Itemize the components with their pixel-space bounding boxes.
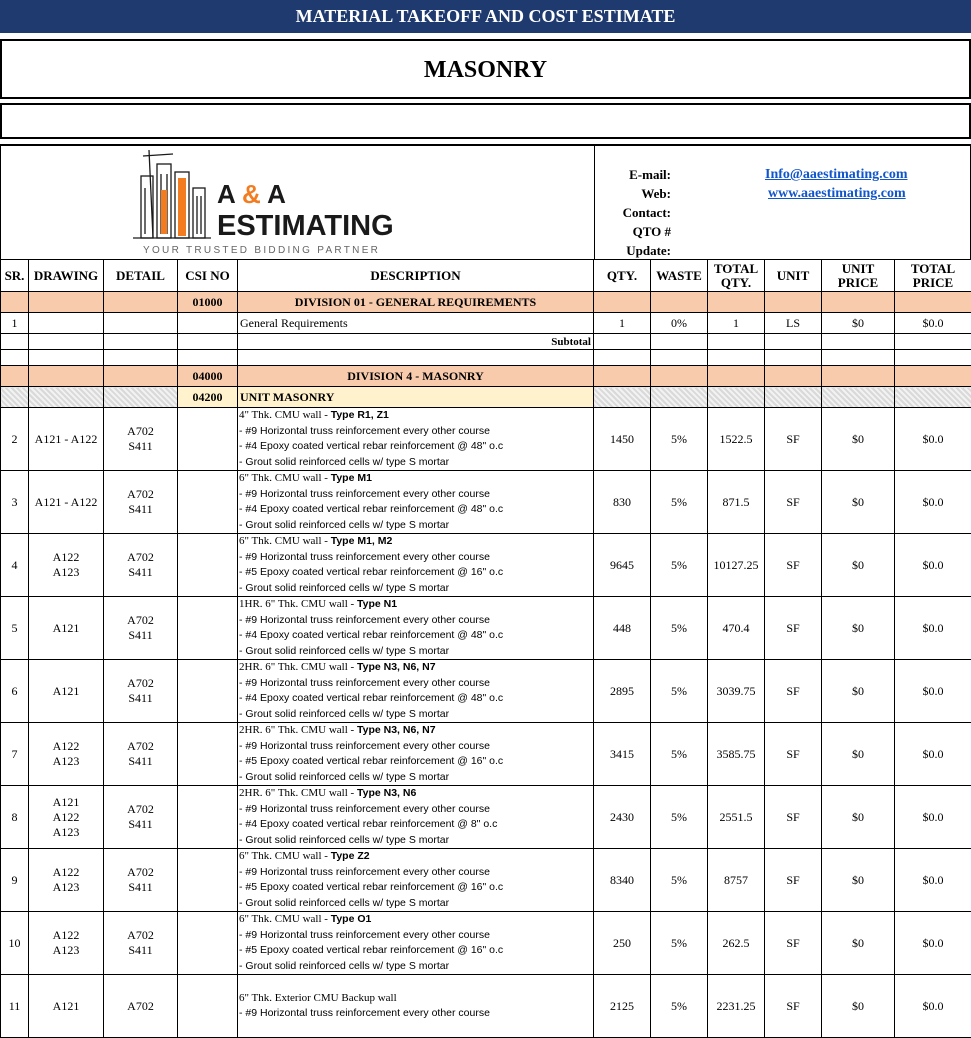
cell-unit-price: $0 bbox=[822, 723, 895, 786]
cell-drawing bbox=[29, 471, 104, 534]
cell-csi bbox=[178, 597, 238, 660]
cell-unit: SF bbox=[765, 975, 822, 1038]
cell-unit: SF bbox=[765, 723, 822, 786]
description-heading bbox=[239, 408, 591, 424]
detail-ref: S411 bbox=[106, 628, 175, 643]
cell-sr: 8 bbox=[1, 786, 29, 849]
description-heading bbox=[239, 534, 591, 550]
cell-qty: 830 bbox=[594, 471, 651, 534]
estimate-table bbox=[0, 259, 971, 1038]
description-line: - #4 Epoxy coated vertical rebar reinforcement @ 48" o.c bbox=[239, 691, 591, 707]
cell-detail bbox=[104, 975, 178, 1038]
description-line: - #4 Epoxy coated vertical rebar reinforcement @ 8" o.c bbox=[239, 817, 591, 833]
wall-type: Type M1 bbox=[331, 472, 372, 484]
cell-total-price: $0.0 bbox=[895, 723, 971, 786]
cell-unit: SF bbox=[765, 534, 822, 597]
wall-type: Type N3, N6, N7 bbox=[357, 724, 436, 736]
cell-detail bbox=[104, 786, 178, 849]
description-line: - Grout solid reinforced cells w/ type S mortar bbox=[239, 518, 591, 534]
description-text: 6" Thk. CMU wall - bbox=[239, 850, 331, 862]
blank-header-row bbox=[0, 103, 971, 139]
description-line: - Grout solid reinforced cells w/ type S mortar bbox=[239, 644, 591, 660]
table-row bbox=[1, 786, 971, 849]
subtotal-row bbox=[1, 334, 971, 350]
description-line: - Grout solid reinforced cells w/ type S mortar bbox=[239, 581, 591, 597]
cell-drawing bbox=[29, 786, 104, 849]
drawing-ref: A123 bbox=[31, 825, 101, 840]
cell-waste: 5% bbox=[651, 723, 708, 786]
cell-waste: 0% bbox=[651, 313, 708, 334]
detail-ref: A702 bbox=[106, 487, 175, 502]
detail-ref: A702 bbox=[106, 928, 175, 943]
cell-drawing bbox=[29, 723, 104, 786]
drawing-ref: A123 bbox=[31, 754, 101, 769]
col-unit-price: UNIT PRICE bbox=[822, 260, 895, 292]
description-line: - Grout solid reinforced cells w/ type S mortar bbox=[239, 770, 591, 786]
cell-description bbox=[238, 975, 594, 1038]
spacer-row bbox=[1, 350, 971, 366]
cell-qty: 3415 bbox=[594, 723, 651, 786]
cell-csi bbox=[178, 723, 238, 786]
division-title: DIVISION 01 - GENERAL REQUIREMENTS bbox=[238, 292, 594, 313]
cell-waste: 5% bbox=[651, 786, 708, 849]
cell-drawing bbox=[29, 975, 104, 1038]
cell-description bbox=[238, 660, 594, 723]
cell-drawing bbox=[29, 534, 104, 597]
detail-ref: S411 bbox=[106, 502, 175, 517]
cell-sr: 6 bbox=[1, 660, 29, 723]
cell-qty: 9645 bbox=[594, 534, 651, 597]
description-line: - #9 Horizontal truss reinforcement every other course bbox=[239, 487, 591, 503]
detail-ref: S411 bbox=[106, 691, 175, 706]
detail-ref: A702 bbox=[106, 802, 175, 817]
description-line: - #4 Epoxy coated vertical rebar reinforcement @ 48" o.c bbox=[239, 628, 591, 644]
description-heading bbox=[239, 786, 591, 802]
column-header-row bbox=[1, 260, 971, 292]
drawing-ref: A122 bbox=[31, 865, 101, 880]
col-sr: SR. bbox=[1, 260, 29, 292]
cell-unit: SF bbox=[765, 471, 822, 534]
cell-total-price: $0.0 bbox=[895, 313, 971, 334]
cell-csi bbox=[178, 786, 238, 849]
cell-total-price: $0.0 bbox=[895, 912, 971, 975]
description-heading bbox=[239, 660, 591, 676]
drawing-ref: A121 - A122 bbox=[31, 495, 101, 510]
section-title: UNIT MASONRY bbox=[238, 387, 594, 408]
wall-type: Type N1 bbox=[357, 598, 397, 610]
cell-detail bbox=[104, 723, 178, 786]
cell-qty: 448 bbox=[594, 597, 651, 660]
wall-type: Type N3, N6, N7 bbox=[357, 661, 436, 673]
description-text: 2HR. 6" Thk. CMU wall - bbox=[239, 724, 357, 736]
table-row bbox=[1, 912, 971, 975]
col-waste: WASTE bbox=[651, 260, 708, 292]
description-line: - #5 Epoxy coated vertical rebar reinforcement @ 16" o.c bbox=[239, 565, 591, 581]
detail-ref: S411 bbox=[106, 943, 175, 958]
cell-description: General Requirements bbox=[238, 313, 594, 334]
division-title: DIVISION 4 - MASONRY bbox=[238, 366, 594, 387]
cell-unit-price: $0 bbox=[822, 597, 895, 660]
drawing-ref: A122 bbox=[31, 739, 101, 754]
cell-total-qty: 2551.5 bbox=[708, 786, 765, 849]
cell-detail bbox=[104, 471, 178, 534]
wall-type: Type R1, Z1 bbox=[331, 409, 389, 421]
cell-total-qty: 262.5 bbox=[708, 912, 765, 975]
col-description: DESCRIPTION bbox=[238, 260, 594, 292]
qto-label: QTO # bbox=[595, 224, 671, 240]
unit-masonry-row bbox=[1, 387, 971, 408]
cell-drawing bbox=[29, 849, 104, 912]
sheet-banner: MATERIAL TAKEOFF AND COST ESTIMATE bbox=[0, 0, 971, 35]
cell-drawing bbox=[29, 660, 104, 723]
subtotal-label: Subtotal bbox=[238, 334, 594, 350]
cell-sr: 3 bbox=[1, 471, 29, 534]
description-line: - Grout solid reinforced cells w/ type S mortar bbox=[239, 959, 591, 975]
description-line: - Grout solid reinforced cells w/ type S mortar bbox=[239, 896, 591, 912]
description-line: - #9 Horizontal truss reinforcement every other course bbox=[239, 928, 591, 944]
description-line: - #9 Horizontal truss reinforcement every other course bbox=[239, 802, 591, 818]
wall-type: Type N3, N6 bbox=[357, 787, 416, 799]
web-link[interactable]: www.aaestimating.com bbox=[768, 186, 906, 202]
division-csi: 04000 bbox=[178, 366, 238, 387]
cell-total-qty: 8757 bbox=[708, 849, 765, 912]
cell-qty: 2125 bbox=[594, 975, 651, 1038]
description-text: 6" Thk. CMU wall - bbox=[239, 535, 331, 547]
wall-type: Type O1 bbox=[331, 913, 372, 925]
cell-unit: SF bbox=[765, 912, 822, 975]
description-text: 4" Thk. CMU wall - bbox=[239, 409, 331, 421]
cell-unit-price: $0 bbox=[822, 912, 895, 975]
drawing-ref: A122 bbox=[31, 810, 101, 825]
cell-sr: 5 bbox=[1, 597, 29, 660]
cell-total-price: $0.0 bbox=[895, 597, 971, 660]
cell-unit: SF bbox=[765, 597, 822, 660]
division-01-row bbox=[1, 292, 971, 313]
web-label: Web: bbox=[595, 186, 671, 202]
cell-detail bbox=[104, 912, 178, 975]
description-line: - #9 Horizontal truss reinforcement every other course bbox=[239, 865, 591, 881]
cell-total-qty: 3585.75 bbox=[708, 723, 765, 786]
drawing-ref: A121 bbox=[31, 999, 101, 1014]
cell-qty: 2895 bbox=[594, 660, 651, 723]
cell-total-price: $0.0 bbox=[895, 408, 971, 471]
cell-total-qty: 10127.25 bbox=[708, 534, 765, 597]
company-logo bbox=[1, 146, 595, 259]
description-text: 6" Thk. CMU wall - bbox=[239, 472, 331, 484]
description-line: - #9 Horizontal truss reinforcement every other course bbox=[239, 676, 591, 692]
cell-unit: SF bbox=[765, 660, 822, 723]
description-line: - #5 Epoxy coated vertical rebar reinforcement @ 16" o.c bbox=[239, 754, 591, 770]
table-row bbox=[1, 313, 971, 334]
cell-description bbox=[238, 471, 594, 534]
cell-sr: 4 bbox=[1, 534, 29, 597]
drawing-ref: A121 bbox=[31, 621, 101, 636]
cell-csi bbox=[178, 408, 238, 471]
cell-drawing bbox=[29, 912, 104, 975]
drawing-ref: A122 bbox=[31, 550, 101, 565]
cell-unit: SF bbox=[765, 786, 822, 849]
update-label: Update: bbox=[595, 243, 671, 259]
cell-csi bbox=[178, 975, 238, 1038]
description-heading bbox=[239, 912, 591, 928]
description-text: 1HR. 6" Thk. CMU wall - bbox=[239, 598, 357, 610]
description-line: - Grout solid reinforced cells w/ type S mortar bbox=[239, 455, 591, 471]
wall-type: Type Z2 bbox=[331, 850, 370, 862]
cell-qty: 8340 bbox=[594, 849, 651, 912]
detail-ref: S411 bbox=[106, 880, 175, 895]
drawing-ref: A121 bbox=[31, 684, 101, 699]
page-title: MASONRY bbox=[0, 39, 971, 99]
detail-ref: A702 bbox=[106, 865, 175, 880]
cell-description bbox=[238, 849, 594, 912]
cell-waste: 5% bbox=[651, 912, 708, 975]
col-total-price: TOTAL PRICE bbox=[895, 260, 971, 292]
cell-qty: 2430 bbox=[594, 786, 651, 849]
cell-unit: SF bbox=[765, 849, 822, 912]
cell-waste: 5% bbox=[651, 660, 708, 723]
description-line: - #9 Horizontal truss reinforcement every other course bbox=[239, 550, 591, 566]
cell-unit-price: $0 bbox=[822, 849, 895, 912]
description-line: - Grout solid reinforced cells w/ type S mortar bbox=[239, 707, 591, 723]
cell-total-price: $0.0 bbox=[895, 534, 971, 597]
col-qty: QTY. bbox=[594, 260, 651, 292]
cell-drawing bbox=[29, 408, 104, 471]
cell-unit: LS bbox=[765, 313, 822, 334]
cell-waste: 5% bbox=[651, 849, 708, 912]
drawing-ref: A123 bbox=[31, 565, 101, 580]
cell-sr: 10 bbox=[1, 912, 29, 975]
cell-detail bbox=[104, 408, 178, 471]
cell-csi bbox=[178, 660, 238, 723]
cell-total-price: $0.0 bbox=[895, 471, 971, 534]
description-line: - #4 Epoxy coated vertical rebar reinforcement @ 48" o.c bbox=[239, 439, 591, 455]
detail-ref: S411 bbox=[106, 439, 175, 454]
cell-unit-price: $0 bbox=[822, 660, 895, 723]
cell-waste: 5% bbox=[651, 597, 708, 660]
drawing-ref: A123 bbox=[31, 880, 101, 895]
cell-sr: 11 bbox=[1, 975, 29, 1038]
description-line: - #4 Epoxy coated vertical rebar reinforcement @ 48" o.c bbox=[239, 502, 591, 518]
svg-text:A & A: A & A bbox=[217, 179, 286, 209]
cell-detail bbox=[104, 597, 178, 660]
cell-total-qty: 470.4 bbox=[708, 597, 765, 660]
cell-detail bbox=[104, 660, 178, 723]
cell-qty: 1450 bbox=[594, 408, 651, 471]
col-total-qty: TOTAL QTY. bbox=[708, 260, 765, 292]
cell-description bbox=[238, 408, 594, 471]
cell-waste: 5% bbox=[651, 471, 708, 534]
detail-ref: S411 bbox=[106, 754, 175, 769]
description-heading bbox=[239, 723, 591, 739]
cell-qty: 250 bbox=[594, 912, 651, 975]
cell-waste: 5% bbox=[651, 408, 708, 471]
description-text: 2HR. 6" Thk. CMU wall - bbox=[239, 787, 357, 799]
detail-ref: A702 bbox=[106, 550, 175, 565]
cell-unit-price: $0 bbox=[822, 975, 895, 1038]
cell-sr: 9 bbox=[1, 849, 29, 912]
description-heading bbox=[239, 849, 591, 865]
cell-csi bbox=[178, 534, 238, 597]
building-logo-icon bbox=[131, 148, 431, 258]
table-row bbox=[1, 723, 971, 786]
email-label: E-mail: bbox=[595, 167, 671, 183]
table-row bbox=[1, 975, 971, 1038]
drawing-ref: A122 bbox=[31, 928, 101, 943]
division-csi: 01000 bbox=[178, 292, 238, 313]
detail-ref: A702 bbox=[106, 676, 175, 691]
detail-ref: S411 bbox=[106, 565, 175, 580]
cell-total-qty: 2231.25 bbox=[708, 975, 765, 1038]
info-section bbox=[0, 144, 971, 259]
cell-description bbox=[238, 723, 594, 786]
detail-ref: A702 bbox=[106, 613, 175, 628]
description-heading bbox=[239, 991, 591, 1007]
cell-sr: 2 bbox=[1, 408, 29, 471]
cell-waste: 5% bbox=[651, 534, 708, 597]
detail-ref: A702 bbox=[106, 999, 175, 1014]
cell-unit-price: $0 bbox=[822, 471, 895, 534]
description-text: 2HR. 6" Thk. CMU wall - bbox=[239, 661, 357, 673]
cell-total-price: $0.0 bbox=[895, 786, 971, 849]
description-line: - Grout solid reinforced cells w/ type S mortar bbox=[239, 833, 591, 849]
cell-total-qty: 1522.5 bbox=[708, 408, 765, 471]
contact-label: Contact: bbox=[595, 205, 671, 221]
description-text: 6" Thk. Exterior CMU Backup wall bbox=[239, 992, 397, 1004]
description-text: 6" Thk. CMU wall - bbox=[239, 913, 331, 925]
cell-qty: 1 bbox=[594, 313, 651, 334]
cell-total-qty: 3039.75 bbox=[708, 660, 765, 723]
svg-text:ESTIMATING: ESTIMATING bbox=[217, 210, 394, 242]
division-04-row bbox=[1, 366, 971, 387]
drawing-ref: A121 bbox=[31, 795, 101, 810]
section-csi: 04200 bbox=[178, 387, 238, 408]
cell-total-price: $0.0 bbox=[895, 849, 971, 912]
cell-unit-price: $0 bbox=[822, 313, 895, 334]
cell-drawing bbox=[29, 597, 104, 660]
cell-total-price: $0.0 bbox=[895, 660, 971, 723]
cell-total-qty: 871.5 bbox=[708, 471, 765, 534]
cell-csi bbox=[178, 912, 238, 975]
table-row bbox=[1, 660, 971, 723]
cell-waste: 5% bbox=[651, 975, 708, 1038]
cell-unit: SF bbox=[765, 408, 822, 471]
cell-csi bbox=[178, 471, 238, 534]
col-drawing: DRAWING bbox=[29, 260, 104, 292]
cell-sr: 1 bbox=[1, 313, 29, 334]
table-row bbox=[1, 849, 971, 912]
detail-ref: S411 bbox=[106, 817, 175, 832]
wall-type: Type M1, M2 bbox=[331, 535, 393, 547]
description-line: - #5 Epoxy coated vertical rebar reinforcement @ 16" o.c bbox=[239, 943, 591, 959]
cell-description bbox=[238, 534, 594, 597]
drawing-ref: A121 - A122 bbox=[31, 432, 101, 447]
description-line: - #9 Horizontal truss reinforcement every other course bbox=[239, 424, 591, 440]
cell-description bbox=[238, 786, 594, 849]
col-csi: CSI NO bbox=[178, 260, 238, 292]
description-line: - #5 Epoxy coated vertical rebar reinforcement @ 16" o.c bbox=[239, 880, 591, 896]
contact-info bbox=[595, 146, 970, 259]
cell-unit-price: $0 bbox=[822, 534, 895, 597]
description-line: - #9 Horizontal truss reinforcement every other course bbox=[239, 739, 591, 755]
drawing-ref: A123 bbox=[31, 943, 101, 958]
description-heading bbox=[239, 597, 591, 613]
cell-total-qty: 1 bbox=[708, 313, 765, 334]
table-row bbox=[1, 471, 971, 534]
description-line: - #9 Horizontal truss reinforcement every other course bbox=[239, 613, 591, 629]
cell-description bbox=[238, 912, 594, 975]
cell-sr: 7 bbox=[1, 723, 29, 786]
cell-description bbox=[238, 597, 594, 660]
cell-csi bbox=[178, 849, 238, 912]
detail-ref: A702 bbox=[106, 424, 175, 439]
col-detail: DETAIL bbox=[104, 260, 178, 292]
cell-unit-price: $0 bbox=[822, 786, 895, 849]
detail-ref: A702 bbox=[106, 739, 175, 754]
table-row bbox=[1, 534, 971, 597]
table-row bbox=[1, 408, 971, 471]
description-line: - #9 Horizontal truss reinforcement every other course bbox=[239, 1006, 591, 1022]
cell-unit-price: $0 bbox=[822, 408, 895, 471]
cell-total-price: $0.0 bbox=[895, 975, 971, 1038]
table-row bbox=[1, 597, 971, 660]
cell-detail bbox=[104, 849, 178, 912]
description-heading bbox=[239, 471, 591, 487]
email-link[interactable]: Info@aaestimating.com bbox=[765, 167, 908, 183]
svg-text:YOUR TRUSTED BIDDING PARTNER: YOUR TRUSTED BIDDING PARTNER bbox=[143, 245, 380, 256]
col-unit: UNIT bbox=[765, 260, 822, 292]
cell-detail bbox=[104, 534, 178, 597]
